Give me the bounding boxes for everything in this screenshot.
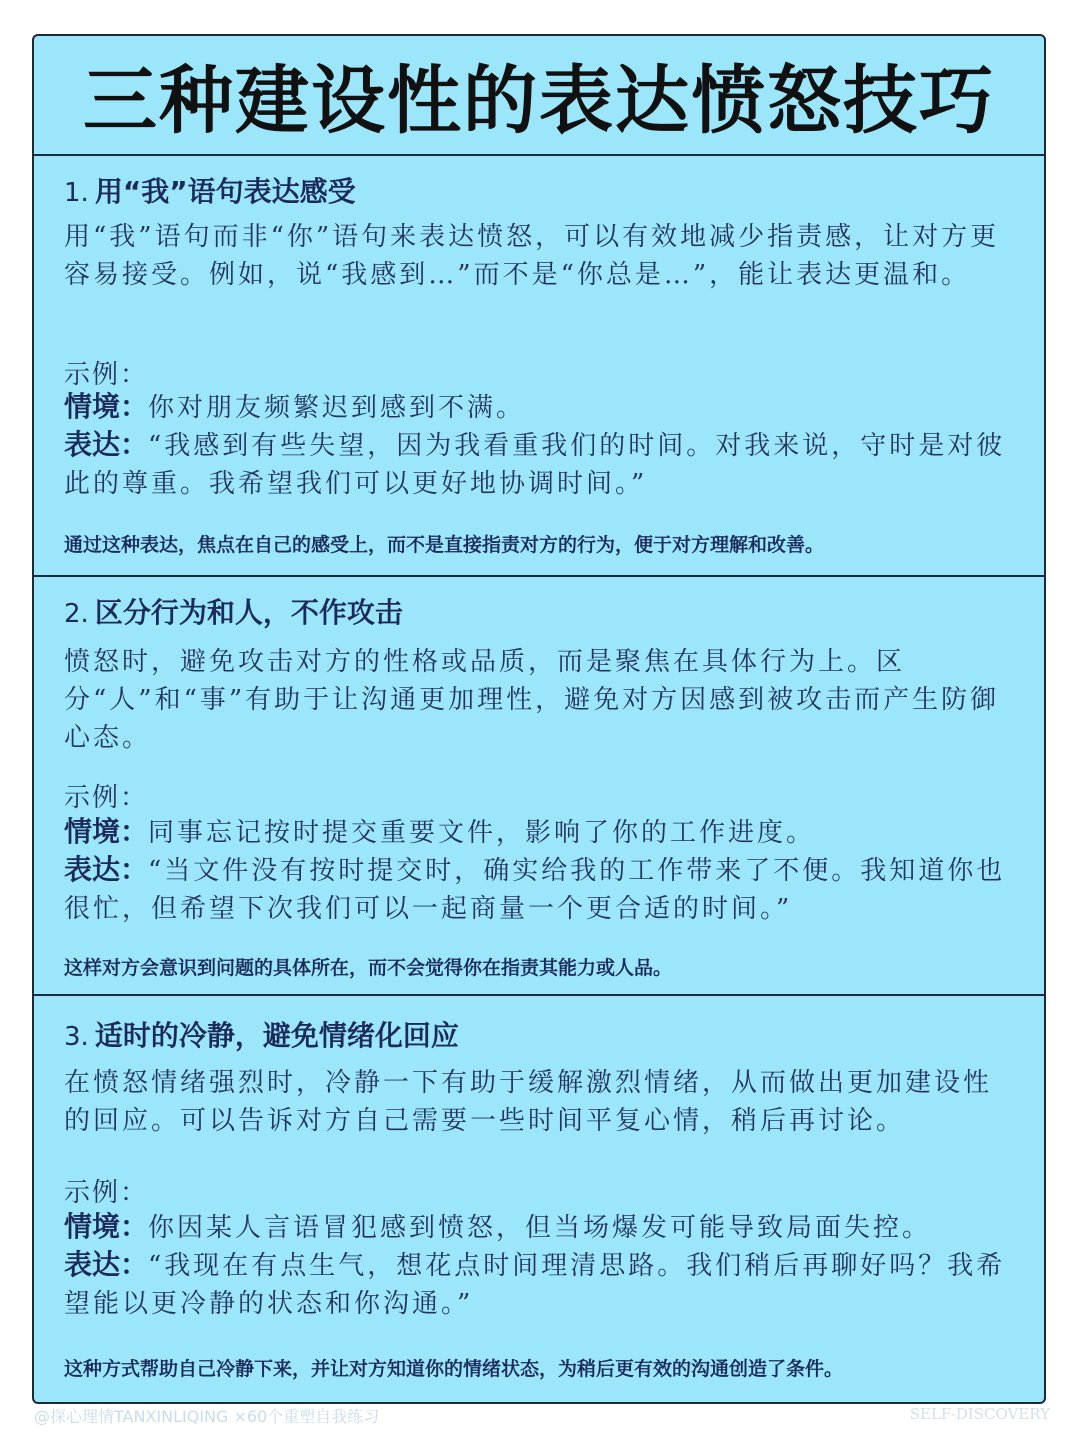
section-heading <box>64 170 356 210</box>
situation-text: 你对朋友频繁迟到感到不满。 <box>148 393 526 423</box>
situation-label: 情境： <box>64 390 149 423</box>
section-number: 3. <box>64 1022 89 1052</box>
section-body: 愤怒时，避免攻击对方的性格或品质，而是聚焦在具体行为上。区分“人”和“事”有助于让沟通更加理性，避免对方因感到被攻击而产生防御心态。 <box>64 647 1000 753</box>
situation-label: 情境： <box>64 1210 149 1243</box>
situation-line <box>64 1208 1014 1247</box>
expression-text: “我现在有点生气，想花点时间理清思路。我们稍后再聊好吗？我希望能以更冷静的状态和你沟通。” <box>64 1251 1006 1319</box>
example-label: 示例： <box>64 783 149 813</box>
expression-label: 表达： <box>64 1248 149 1281</box>
section-heading <box>64 591 403 631</box>
section-body: 在愤怒情绪强烈时，冷静一下有助于缓解激烈情绪，从而做出更加建设性的回应。可以告诉对方自己需要一些时间平复心情，稍后再讨论。 <box>64 1068 993 1136</box>
situation-line <box>64 388 1014 427</box>
page-title: 三种建设性的表达愤怒技巧 <box>83 58 995 144</box>
section-summary: 通过这种表达，焦点在自己的感受上，而不是直接指责对方的行为，便于对方理解和改善。 <box>64 534 825 556</box>
watermark-tag: SELF-DISCOVERY <box>909 1405 1050 1423</box>
content-card <box>32 34 1046 1404</box>
expression-label: 表达： <box>64 428 149 461</box>
section-title: 适时的冷静，避免情绪化回应 <box>94 1019 459 1052</box>
section-heading <box>64 1014 459 1054</box>
situation-label: 情境： <box>64 815 149 848</box>
expression-line <box>64 851 1014 928</box>
section-3 <box>34 996 1044 1404</box>
section-title: 用“我”语句表达感受 <box>94 175 356 208</box>
title-bar <box>34 36 1044 156</box>
situation-line <box>64 813 1014 852</box>
expression-line <box>64 426 1014 503</box>
section-body: 用“我”语句而非“你”语句来表达愤怒，可以有效地减少指责感，让对方更容易接受。例如，说“我感到…”而不是“你总是…”，能让表达更温和。 <box>64 222 1000 290</box>
section-number: 2. <box>64 599 89 629</box>
situation-text: 同事忘记按时提交重要文件，影响了你的工作进度。 <box>148 818 816 848</box>
watermark-credit: @探心理情TANXINLIQING ×60个重塑自我练习 <box>34 1407 380 1426</box>
expression-label: 表达： <box>64 853 149 886</box>
section-summary: 这种方式帮助自己冷静下来，并让对方知道你的情绪状态，为稍后更有效的沟通创造了条件。 <box>64 1358 844 1380</box>
expression-line <box>64 1246 1014 1323</box>
expression-text: “我感到有些失望，因为我看重我们的时间。对我来说，守时是对彼此的尊重。我希望我们可以更好地协调时间。” <box>64 431 1006 499</box>
situation-text: 你因某人言语冒犯感到愤怒，但当场爆发可能导致局面失控。 <box>148 1213 932 1243</box>
section-1 <box>34 156 1044 577</box>
section-summary: 这样对方会意识到问题的具体所在，而不会觉得你在指责其能力或人品。 <box>64 957 673 979</box>
expression-text: “当文件没有按时提交时，确实给我的工作带来了不便。我知道你也很忙，但希望下次我们可以一起商量一个更合适的时间。” <box>64 856 1006 924</box>
example-label: 示例： <box>64 1178 149 1208</box>
section-title: 区分行为和人，不作攻击 <box>94 596 403 629</box>
section-2 <box>34 577 1044 996</box>
example-label: 示例： <box>64 360 149 390</box>
section-number: 1. <box>64 178 89 208</box>
